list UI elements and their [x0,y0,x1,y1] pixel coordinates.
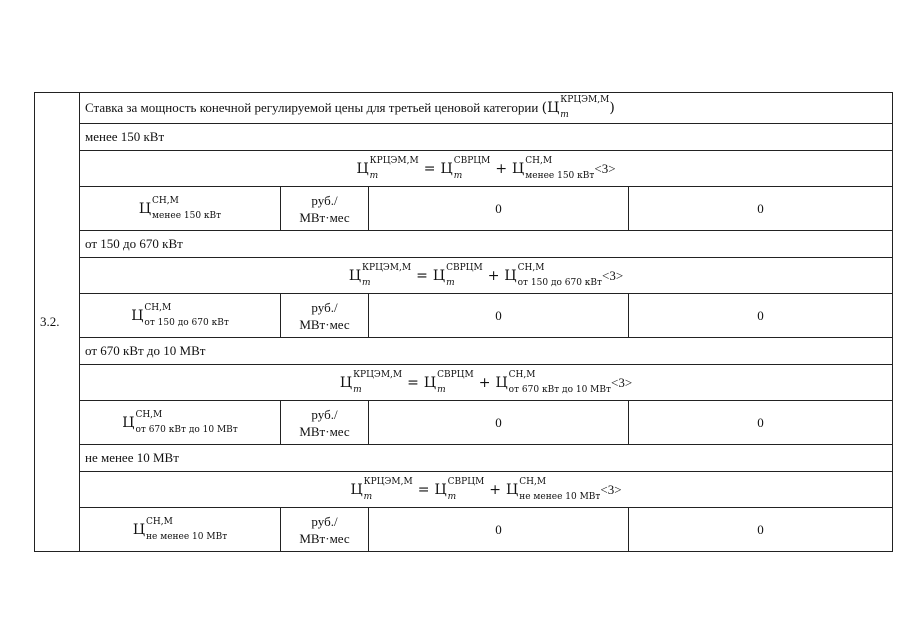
formula: Ц КРЦЭМ,М m = Ц СВРЦМ m + Ц СН,М менее 150 кВт <3> [80,151,893,187]
rate-value-1: 0 [369,187,629,231]
footnote-ref: <3> [602,267,624,283]
section-title [80,93,893,124]
group-label: от 150 до 670 кВт [80,231,893,258]
group-label-row [35,338,893,365]
formula-row [35,151,893,187]
section-title-symbol: (Ц КРЦЭМ,М m ) [541,95,615,120]
rate-symbol: Ц СН,М не менее 10 МВт [80,508,281,552]
footnote-ref: <3> [610,374,633,390]
formula: Ц КРЦЭМ,М m = Ц СВРЦМ m + Ц СН,М от 150 до 670 кВт <3> [80,258,893,294]
formula-row [35,472,893,508]
rate-value-2: 0 [629,401,893,445]
rate-unit: руб./ МВт·мес [281,187,369,231]
group-label: от 670 кВт до 10 МВт [80,338,893,365]
rate-symbol: Ц СН,М менее 150 кВт [80,187,281,231]
formula: Ц КРЦЭМ,М m = Ц СВРЦМ m + Ц СН,М не менее 10 МВт <3> [80,472,893,508]
rate-row [35,401,893,445]
rate-value-2: 0 [629,187,893,231]
footnote-ref: <3> [600,481,622,497]
footnote-ref: <3> [594,160,616,176]
rate-value-1: 0 [369,508,629,552]
rate-row [35,294,893,338]
rate-unit: руб./ МВт·мес [281,401,369,445]
rate-value-2: 0 [629,508,893,552]
group-label-row [35,124,893,151]
rate-value-2: 0 [629,294,893,338]
group-label-row [35,445,893,472]
formula: Ц КРЦЭМ,М m = Ц СВРЦМ m + Ц СН,М от 670 кВт до 10 МВт <3> [80,365,893,401]
rate-unit: руб./ МВт·мес [281,294,369,338]
tariff-table [34,92,893,552]
group-label: не менее 10 МВт [80,445,893,472]
rate-unit: руб./ МВт·мес [281,508,369,552]
rate-value-1: 0 [369,401,629,445]
formula-row [35,258,893,294]
rate-value-1: 0 [369,294,629,338]
group-label: менее 150 кВт [80,124,893,151]
rate-symbol: Ц СН,М от 670 кВт до 10 МВт [80,401,281,445]
group-label-row [35,231,893,258]
rate-symbol: Ц СН,М от 150 до 670 кВт [80,294,281,338]
section-number: 3.2. [35,93,80,552]
section-header-row [35,93,893,124]
rate-row [35,508,893,552]
section-title-text: Ставка за мощность конечной регулируемой цены для третьей ценовой категории [85,100,539,115]
formula-row [35,365,893,401]
rate-row [35,187,893,231]
